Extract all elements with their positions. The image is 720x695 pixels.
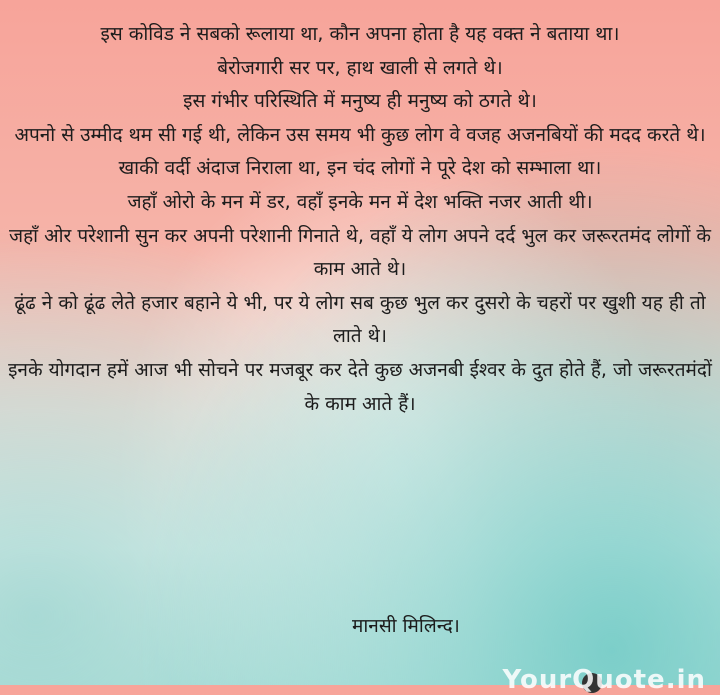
poem-line: अपनो से उम्मीद थम सी गई थी, लेकिन उस समय भी कुछ लोग वे वजह अजनबियों की मदद करते थे। [14, 123, 706, 146]
poem-line: जहाँ ओर परेशानी सुन कर अपनी परेशानी गिनाते थे, वहाँ ये लोग अपने दर्द भुल कर जरूरतमंद लोगों के काम आते थे। [8, 224, 712, 281]
poem-line: खाकी वर्दी अंदाज निराला था, इन चंद लोगों ने पूरे देश को सम्भाला था। [118, 157, 602, 180]
poem-text [8, 18, 712, 421]
author-signature: मानसी मिलिन्द। [352, 615, 460, 637]
poem-line: इनके योगदान हमें आज भी सोचने पर मजबूर कर देते कुछ अजनबी ईश्वर के दुत होते हैं, जो जरूरतमंदों के काम आते हैं। [8, 358, 712, 415]
watermark-logo: YourQuote.in [502, 665, 706, 695]
poem-line: जहाँ ओरो के मन में डर, वहाँ इनके मन में देश भक्ति नजर आती थी। [127, 190, 593, 213]
poem-line: इस गंभीर परिस्थिति में मनुष्य ही मनुष्य को ठगते थे। [183, 90, 537, 113]
poem-line: ढूंढ ने को ढूंढ लेते हजार बहाने ये भी, पर ये लोग सब कुछ भुल कर दुसरो के चहरों पर खुशी यह ही तो लाते थे। [14, 291, 706, 348]
poem-line: इस कोविड ने सबको रूलाया था, कौन अपना होता है यह वक्त ने बताया था। [100, 23, 620, 45]
poem-line: बेरोजगारी सर पर, हाथ खाली से लगते थे। [217, 56, 503, 79]
